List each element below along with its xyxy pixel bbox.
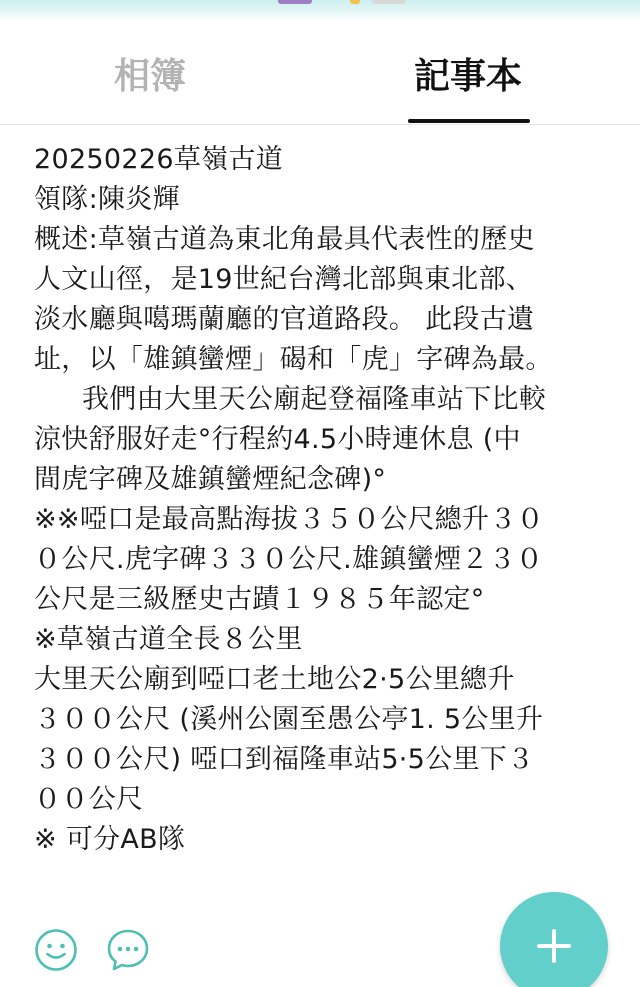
banner-decoration [350,0,360,4]
tab-bar [0,22,640,125]
note-line: 淡水廳與噶瑪蘭廳的官道路段。 此段古遺 [34,304,535,335]
note-line: ００公尺 [34,784,144,815]
note-line: ３００公尺) 啞口到福隆車站5·5公里下３ [34,744,535,775]
add-note-button[interactable] [500,892,608,987]
note-line: ※ 可分AB隊 [34,824,186,855]
note-line: 人文山徑，是19世紀台灣北部與東北部、 [34,264,534,295]
note-line: 20250226草嶺古道 [34,144,284,175]
tab-notes[interactable]: 記事本 [413,55,522,97]
note-line: 涼快舒服好走°行程約4.5小時連休息 (中 [34,424,521,455]
banner-decoration [372,0,406,4]
note-line: 領隊:陳炎輝 [34,184,180,215]
banner-decoration [278,0,312,4]
tab-album[interactable]: 相簿 [113,55,186,97]
note-line: ※※啞口是最高點海拔３５０公尺總升３０ [34,504,544,535]
note-line: ※草嶺古道全長８公里 [34,624,303,655]
active-tab-indicator [408,119,530,123]
plus-icon [534,926,574,966]
note-line: ０公尺.虎字碑３３０公尺.雄鎮蠻煙２３０ [34,544,544,575]
comment-icon[interactable] [106,928,150,972]
note-line: 間虎字碑及雄鎮蠻煙紀念碑)° [34,464,387,495]
smile-icon[interactable] [34,928,78,972]
note-line: ３００公尺 (溪州公園至愚公亭1. 5公里升 [34,704,544,735]
note-line: 址，以「雄鎮蠻煙」碣和「虎」字碑為最。 [34,344,553,375]
top-banner [0,0,640,22]
note-line: 公尺是三級歷史古蹟１９８５年認定° [34,584,485,615]
note-line: 我們由大里天公廟起登福隆車站下比較 [82,384,547,415]
note-line: 大里天公廟到啞口老土地公2·5公里總升 [34,664,515,695]
note-body[interactable] [34,140,604,860]
note-line: 概述:草嶺古道為東北角最具代表性的歷史 [34,224,535,255]
